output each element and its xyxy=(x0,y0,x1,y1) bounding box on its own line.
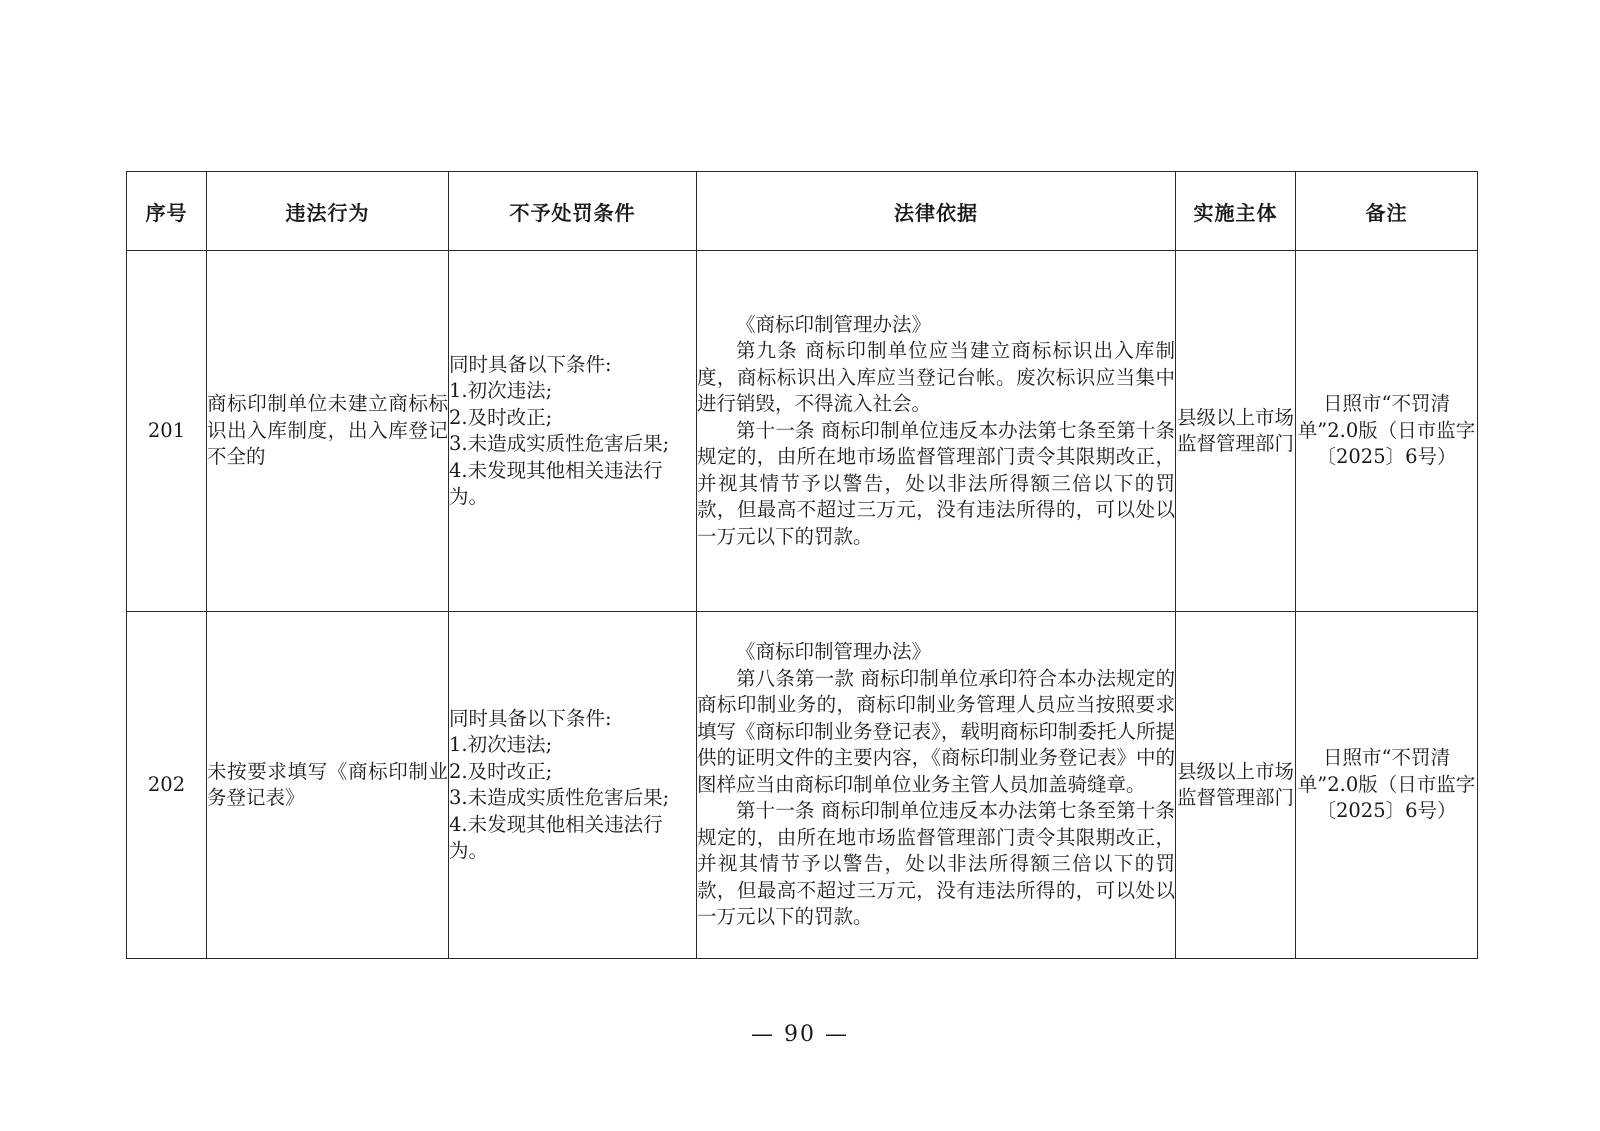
table-header-row xyxy=(127,172,1478,251)
regulation-title: 《商标印制管理办法》 xyxy=(736,312,932,336)
legal-article: 第十一条 商标印制单位违反本办法第七条至第十条规定的，由所在地市场监督管理部门责令其限期改正，并视其情节予以警告，处以非法所得额三倍以下的罚款，但最高不超过三万元，没有违法所得的，可以处以一万元以下的罚款。 xyxy=(697,418,1175,548)
row-number: 201 xyxy=(127,251,207,612)
violation-text: 商标印制单位未建立商标标识出入库制度，出入库登记不全的 xyxy=(207,251,449,612)
header-no: 序号 xyxy=(127,172,207,251)
condition-line: 1.初次违法; xyxy=(449,379,553,402)
table-row xyxy=(127,251,1478,612)
header-conditions: 不予处罚条件 xyxy=(449,172,697,251)
row-number: 202 xyxy=(127,612,207,959)
conditions-cell xyxy=(449,612,697,959)
condition-line: 2.及时改正; xyxy=(449,759,553,783)
condition-line: 2.及时改正; xyxy=(449,405,553,429)
legal-article: 第九条 商标印制单位应当建立商标标识出入库制度，商标标识出入库应当登记台帐。废次标识应当集中进行销毁，不得流入社会。 xyxy=(697,339,1175,416)
condition-line: 同时具备以下条件: xyxy=(449,706,612,730)
condition-line: 同时具备以下条件: xyxy=(449,352,612,376)
condition-line: 3.未造成实质性危害后果; xyxy=(449,432,670,455)
header-subject: 实施主体 xyxy=(1176,172,1296,251)
header-note: 备注 xyxy=(1296,172,1478,251)
legal-basis-cell xyxy=(697,251,1176,612)
table-row xyxy=(127,612,1478,959)
legal-article: 第十一条 商标印制单位违反本办法第七条至第十条规定的，由所在地市场监督管理部门责令其限期改正，并视其情节予以警告，处以非法所得额三倍以下的罚款，但最高不超过三万元，没有违法所得的，可以处以一万元以下的罚款。 xyxy=(697,799,1175,929)
header-violation: 违法行为 xyxy=(207,172,449,251)
condition-line: 3.未造成实质性危害后果; xyxy=(449,786,670,809)
note-text: 日照市“不罚清单”2.0版（日市监字〔2025〕6号） xyxy=(1296,612,1478,959)
header-legal-basis: 法律依据 xyxy=(697,172,1176,251)
enforcement-subject: 县级以上市场监督管理部门 xyxy=(1176,612,1296,959)
legal-basis-cell xyxy=(697,612,1176,959)
enforcement-subject: 县级以上市场监督管理部门 xyxy=(1176,251,1296,612)
violation-text: 未按要求填写《商标印制业务登记表》 xyxy=(207,612,449,959)
condition-line: 1.初次违法; xyxy=(449,733,553,756)
conditions-cell xyxy=(449,251,697,612)
page-number: — 90 — xyxy=(751,1022,849,1047)
legal-article: 第八条第一款 商标印制单位承印符合本办法规定的商标印制业务的，商标印制业务管理人员应当按照要求填写《商标印制业务登记表》，载明商标印制委托人所提供的证明文件的主要内容，《商标印制业务登记表》中的图样应当由商标印制单位业务主管人员加盖骑缝章。 xyxy=(697,666,1175,796)
condition-line: 4.未发现其他相关违法行为。 xyxy=(449,458,663,508)
penalty-exemption-table xyxy=(126,171,1478,959)
condition-line: 4.未发现其他相关违法行为。 xyxy=(449,812,663,862)
note-text: 日照市“不罚清单”2.0版（日市监字〔2025〕6号） xyxy=(1296,251,1478,612)
regulation-title: 《商标印制管理办法》 xyxy=(736,640,932,664)
